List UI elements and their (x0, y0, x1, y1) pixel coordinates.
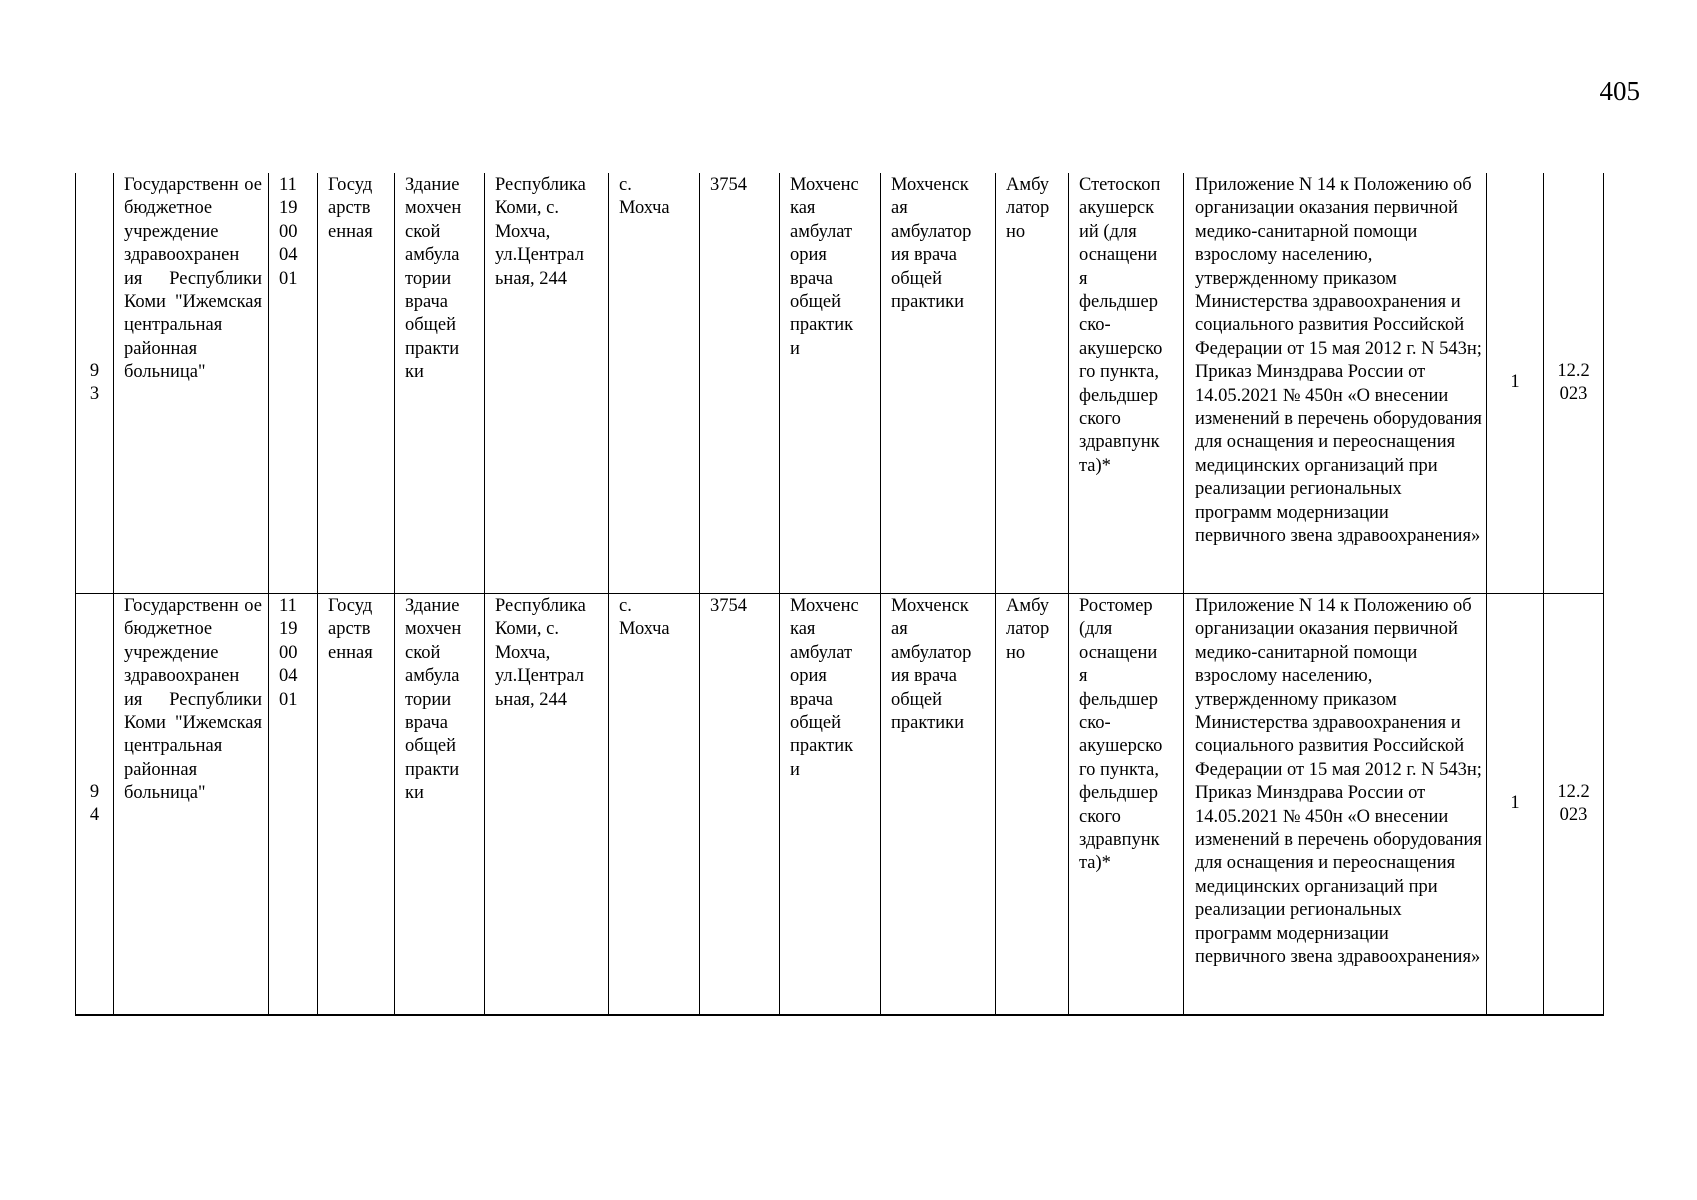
date: 12.2 023 (1544, 173, 1604, 594)
row-number: 9 3 (76, 173, 114, 594)
unit-full-name: Мохченск ая амбулатор ия врача общей практики (881, 594, 996, 1016)
equipment-name: Стетоскоп акушерск ий (для оснащени я фельдшер ско- акушерско го пункта, фельдшер ского здравпунк та)* (1069, 173, 1184, 594)
row-number: 9 4 (76, 594, 114, 1016)
quantity: 1 (1487, 594, 1544, 1016)
population: 3754 (700, 594, 780, 1016)
locality: с. Мохча (609, 594, 700, 1016)
unit-short-name: Мохченс кая амбулат ория врача общей практик и (780, 594, 881, 1016)
legal-basis: Приложение N 14 к Положению об организации оказания первичной медико-санитарной помощи взрослому населению, утвержденному приказом Министерства здравоохранения и социального развития Российской Федерации от 15 мая 2012 г. N 543н; Приказ Минздрава России от 14.05.2021 № 450н «О внесении изменений в перечень оборудования для оснащения и переоснащения медицинских организаций при реализации региональных программ модернизации первичного звена здравоохранения» (1184, 594, 1487, 1016)
building-name: Здание мохчен ской амбула тории врача общей практи ки (395, 594, 485, 1016)
care-type: Амбу латор но (996, 594, 1069, 1016)
ownership-form: Госуд арств енная (318, 594, 395, 1016)
unit-full-name: Мохченск ая амбулатор ия врача общей практики (881, 173, 996, 594)
locality: с. Мохча (609, 173, 700, 594)
unit-short-name: Мохченс кая амбулат ория врача общей практик и (780, 173, 881, 594)
table-row (76, 594, 1604, 1016)
equipment-table (75, 173, 1604, 1016)
equipment-name: Ростомер (для оснащени я фельдшер ско- акушерско го пункта, фельдшер ского здравпунк та)* (1069, 594, 1184, 1016)
organization-name: Государственн ое бюджетное учреждение здравоохранен ия Республики Коми "Ижемская центральная районная больница" (114, 594, 269, 1016)
organization-code: 11 19 00 04 01 (269, 173, 318, 594)
ownership-form: Госуд арств енная (318, 173, 395, 594)
address: Республика Коми, с. Мохча, ул.Централ ьная, 244 (485, 594, 609, 1016)
organization-code: 11 19 00 04 01 (269, 594, 318, 1016)
address: Республика Коми, с. Мохча, ул.Централ ьная, 244 (485, 173, 609, 594)
population: 3754 (700, 173, 780, 594)
legal-basis: Приложение N 14 к Положению об организации оказания первичной медико-санитарной помощи взрослому населению, утвержденному приказом Министерства здравоохранения и социального развития Российской Федерации от 15 мая 2012 г. N 543н; Приказ Минздрава России от 14.05.2021 № 450н «О внесении изменений в перечень оборудования для оснащения и переоснащения медицинских организаций при реализации региональных программ модернизации первичного звена здравоохранения» (1184, 173, 1487, 594)
building-name: Здание мохчен ской амбула тории врача общей практи ки (395, 173, 485, 594)
date: 12.2 023 (1544, 594, 1604, 1016)
page-number: 405 (1599, 76, 1640, 106)
table-row (76, 173, 1604, 594)
organization-name: Государственн ое бюджетное учреждение здравоохранен ия Республики Коми "Ижемская центральная районная больница" (114, 173, 269, 594)
quantity: 1 (1487, 173, 1544, 594)
care-type: Амбу латор но (996, 173, 1069, 594)
